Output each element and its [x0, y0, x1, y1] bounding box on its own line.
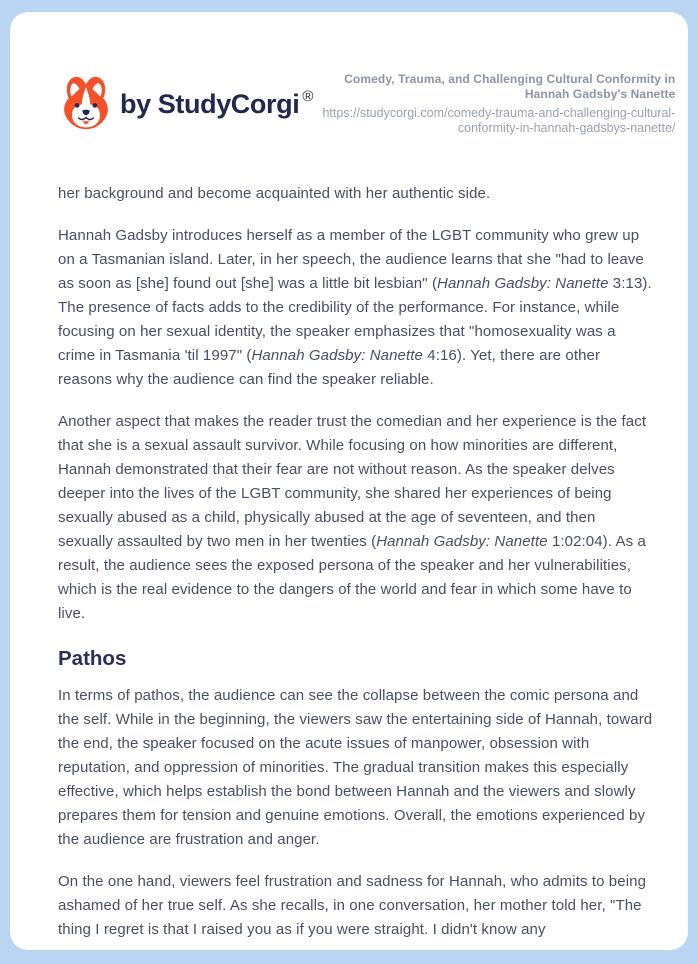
brand-name: by StudyCorgi [120, 88, 300, 119]
registered-trademark-icon: ® [302, 88, 314, 105]
article-body [58, 182, 653, 942]
article-paragraph: her background and become acquainted with her authentic side. [58, 185, 491, 202]
brand-logo [58, 74, 313, 134]
corgi-icon [58, 74, 114, 134]
document-card [10, 12, 688, 950]
article-paragraph: On the one hand, viewers feel frustration and sadness for Hannah, who admits to being ashamed of her true self. As she recalls, in one conversation, her mother told her, "The thing I regret is that I raised you as if you were straight. I didn't know any [58, 873, 647, 938]
article-paragraph: Hannah Gadsby introduces herself as a member of the LGBT community who grew up on a Tasmanian island. Later, in her speech, the audience learns that she "had to leave as soon as [she] found out [she] was a little bit lesbian" (Hannah Gadsby: Nanette 3:13). The presence of facts adds to the credibility of the performance. For instance, while focusing on her sexual identity, the speaker emphasizes that "homosexuality was a crime in Tasmania 'til 1997" (Hannah Gadsby: Nanette 4:16). Yet, there are other reasons why the audience can find the speaker reliable. [58, 227, 652, 388]
document-meta [313, 72, 675, 136]
document-header [58, 72, 676, 136]
article-paragraph: In terms of pathos, the audience can see the collapse between the comic persona and the self. While in the beginning, the viewers saw the entertaining side of Hannah, toward the end, the speaker focused on the acute issues of manpower, obsession with reputation, and oppression of minorities. The gradual transition makes this especially effective, which helps establish the bond between Hannah and the viewers and slowly prepares them for tension and genuine emotions. Overall, the emotions experienced by the audience are frustration and anger. [58, 687, 653, 848]
section-heading: Pathos [58, 647, 127, 670]
document-title: Comedy, Trauma, and Challenging Cultural Conformity in Hannah Gadsby's Nanette [344, 72, 676, 101]
document-url-link[interactable]: https://studycorgi.com/comedy-trauma-and-challenging-cultural-conformity-in-hannah-gadsbys-nanette/ [322, 106, 676, 135]
article-paragraph: Another aspect that makes the reader trust the comedian and her experience is the fact that she is a sexual assault survivor. While focusing on how minorities are different, Hannah demonstrated that their fear are not without reason. As the speaker delves deeper into the lives of the LGBT community, she shared her experiences of being sexually abused as a child, physically abused at the age of seventeen, and then sexually assaulted by two men in her twenties (Hannah Gadsby: Nanette 1:02:04). As a result, the audience sees the exposed persona of the speaker and her vulnerabilities, which is the real evidence to the dangers of the world and fear in which some have to live. [58, 413, 647, 622]
